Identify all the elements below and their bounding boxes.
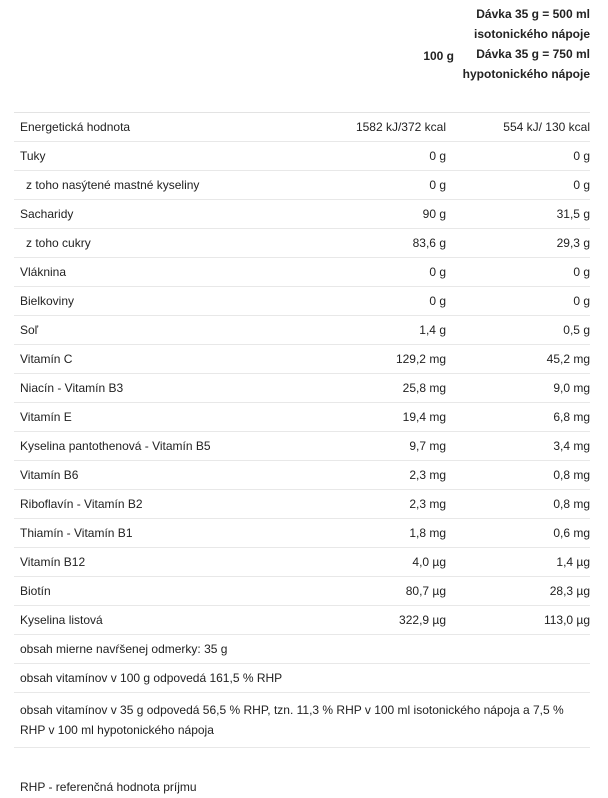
header-empty-cell: [14, 0, 304, 113]
nutrient-label: Soľ: [14, 316, 304, 345]
table-row: [14, 548, 590, 577]
value-per-100g: 19,4 mg: [304, 403, 454, 432]
value-per-100g: 1,4 g: [304, 316, 454, 345]
header-dose-line-1: Dávka 35 g = 500 ml: [454, 4, 590, 24]
table-row: [14, 490, 590, 519]
value-per-dose: 6,8 mg: [454, 403, 590, 432]
value-per-dose: 0,8 mg: [454, 461, 590, 490]
table-header-row: [14, 0, 590, 113]
nutrient-label: z toho cukry: [14, 229, 304, 258]
value-per-dose: 554 kJ/ 130 kcal: [454, 113, 590, 142]
table-row: [14, 200, 590, 229]
nutrient-label: z toho nasýtené mastné kyseliny: [14, 171, 304, 200]
value-per-100g: 2,3 mg: [304, 490, 454, 519]
table-row: [14, 519, 590, 548]
table-row: [14, 287, 590, 316]
value-per-dose: 0 g: [454, 258, 590, 287]
value-per-100g: 1582 kJ/372 kcal: [304, 113, 454, 142]
nutrient-label: Vláknina: [14, 258, 304, 287]
header-100g: 100 g: [304, 0, 454, 113]
value-per-100g: 25,8 mg: [304, 374, 454, 403]
nutrient-label: Biotín: [14, 577, 304, 606]
value-per-dose: 0,6 mg: [454, 519, 590, 548]
value-per-100g: 80,7 µg: [304, 577, 454, 606]
value-per-dose: 29,3 g: [454, 229, 590, 258]
note-vitamins-100g: obsah vitamínov v 100 g odpovedá 161,5 % RHP: [14, 664, 590, 693]
value-per-100g: 9,7 mg: [304, 432, 454, 461]
table-row: [14, 142, 590, 171]
header-dose: [454, 0, 590, 113]
nutrient-label: Kyselina pantothenová - Vitamín B5: [14, 432, 304, 461]
value-per-100g: 0 g: [304, 258, 454, 287]
nutrient-label: Energetická hodnota: [14, 113, 304, 142]
value-per-dose: 9,0 mg: [454, 374, 590, 403]
value-per-dose: 1,4 µg: [454, 548, 590, 577]
notes-section: [14, 635, 590, 798]
note-vitamins-35g: obsah vitamínov v 35 g odpovedá 56,5 % RHP, tzn. 11,3 % RHP v 100 ml isotonického nápoja a 7,5 % RHP v 100 ml hypotonického nápoja: [14, 693, 590, 748]
value-per-100g: 0 g: [304, 142, 454, 171]
header-dose-line-2: isotonického nápoje: [454, 24, 590, 44]
value-per-dose: 28,3 µg: [454, 577, 590, 606]
header-dose-line-3: Dávka 35 g = 750 ml: [454, 44, 590, 64]
value-per-100g: 2,3 mg: [304, 461, 454, 490]
table-row: [14, 345, 590, 374]
value-per-100g: 322,9 µg: [304, 606, 454, 635]
nutrient-label: Riboflavín - Vitamín B2: [14, 490, 304, 519]
value-per-dose: 0,8 mg: [454, 490, 590, 519]
nutrient-label: Vitamín C: [14, 345, 304, 374]
table-row: [14, 606, 590, 635]
note-row-dose-measure: [14, 635, 590, 664]
table-row: [14, 229, 590, 258]
value-per-100g: 90 g: [304, 200, 454, 229]
value-per-dose: 0 g: [454, 142, 590, 171]
table-row: [14, 113, 590, 142]
value-per-dose: 0 g: [454, 171, 590, 200]
nutrient-label: Sacharidy: [14, 200, 304, 229]
note-row-vitamins-100g: [14, 664, 590, 693]
value-per-100g: 83,6 g: [304, 229, 454, 258]
nutrient-label: Tuky: [14, 142, 304, 171]
value-per-dose: 31,5 g: [454, 200, 590, 229]
value-per-100g: 129,2 mg: [304, 345, 454, 374]
nutrient-label: Vitamín B6: [14, 461, 304, 490]
value-per-dose: 3,4 mg: [454, 432, 590, 461]
note-rhp-definition: RHP - referenčná hodnota príjmu: [14, 748, 590, 798]
note-dose-measure: obsah mierne navŕšenej odmerky: 35 g: [14, 635, 590, 664]
value-per-100g: 1,8 mg: [304, 519, 454, 548]
nutrient-label: Niacín - Vitamín B3: [14, 374, 304, 403]
table-row: [14, 403, 590, 432]
table-row: [14, 461, 590, 490]
table-row: [14, 316, 590, 345]
nutrient-label: Vitamín E: [14, 403, 304, 432]
value-per-dose: 0,5 g: [454, 316, 590, 345]
table-row: [14, 374, 590, 403]
nutrient-label: Vitamín B12: [14, 548, 304, 577]
value-per-100g: 4,0 µg: [304, 548, 454, 577]
table-row: [14, 432, 590, 461]
value-per-dose: 45,2 mg: [454, 345, 590, 374]
value-per-dose: 113,0 µg: [454, 606, 590, 635]
note-row-vitamins-35g: [14, 693, 590, 748]
table-row: [14, 258, 590, 287]
value-per-dose: 0 g: [454, 287, 590, 316]
nutrient-label: Kyselina listová: [14, 606, 304, 635]
header-dose-line-4: hypotonického nápoje: [454, 64, 590, 84]
value-per-100g: 0 g: [304, 287, 454, 316]
table-row: [14, 577, 590, 606]
nutrient-label: Bielkoviny: [14, 287, 304, 316]
nutrition-rows: [14, 113, 590, 635]
nutrition-table: [14, 0, 590, 798]
value-per-100g: 0 g: [304, 171, 454, 200]
table-row: [14, 171, 590, 200]
nutrient-label: Thiamín - Vitamín B1: [14, 519, 304, 548]
